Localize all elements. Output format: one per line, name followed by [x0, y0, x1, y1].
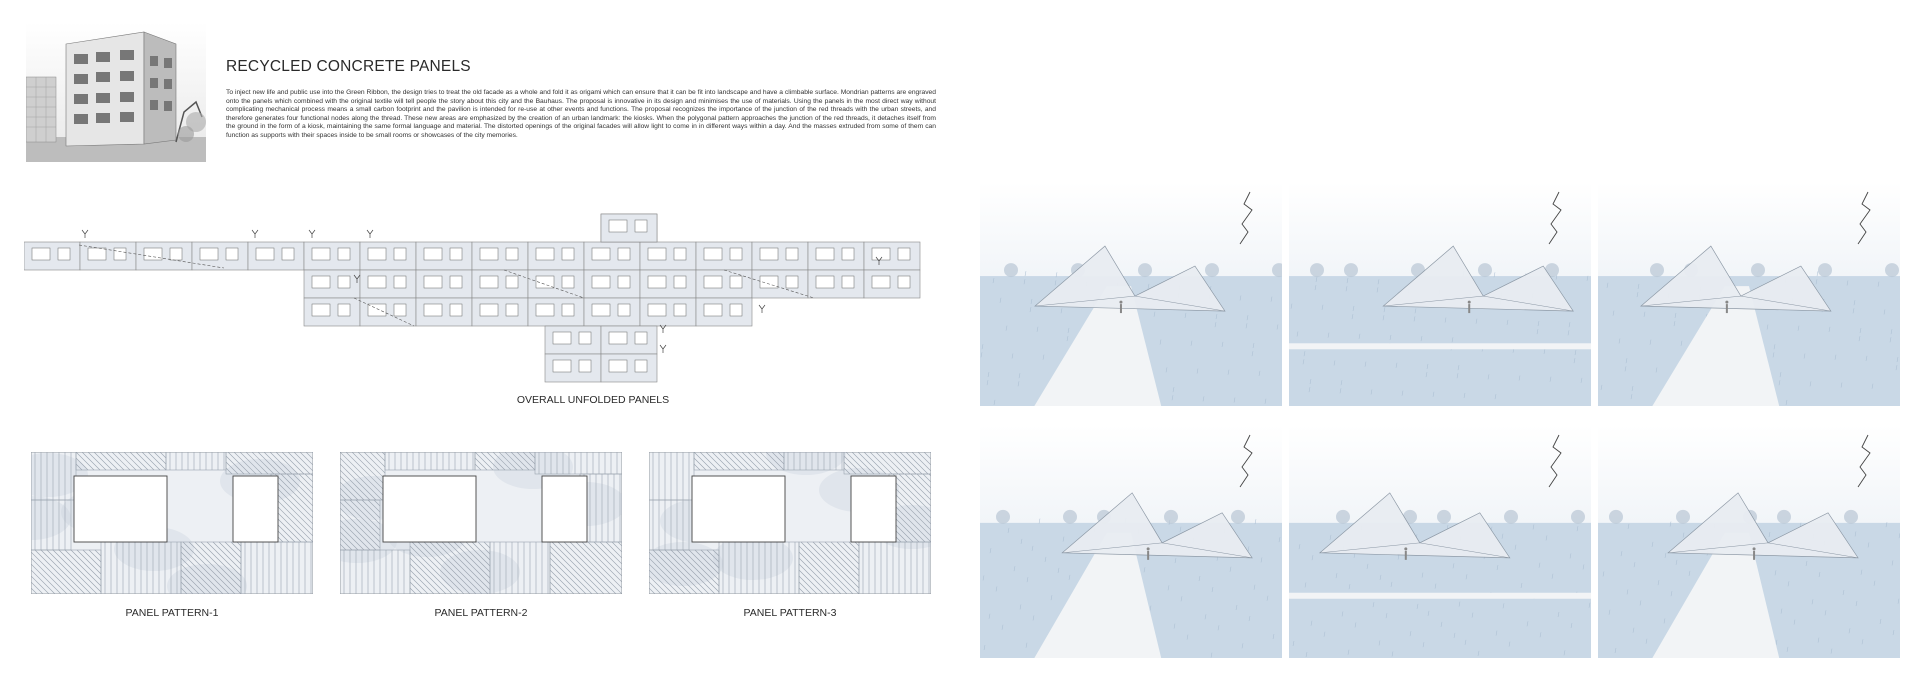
panel-pattern-3-label: PANEL PATTERN-3 — [743, 607, 837, 619]
render-4 — [980, 425, 1282, 658]
panel-grid — [24, 214, 920, 382]
building-photo — [26, 22, 206, 162]
page-title: RECYCLED CONCRETE PANELS — [226, 58, 471, 75]
render-3 — [1598, 182, 1900, 406]
unfolded-panels-drawing — [24, 205, 936, 395]
panel-pattern-2 — [340, 452, 622, 594]
render-1 — [980, 182, 1282, 406]
panel-pattern-3 — [649, 452, 931, 594]
unfolded-panels-label: OVERALL UNFOLDED PANELS — [516, 394, 670, 406]
render-6 — [1598, 425, 1900, 658]
panel-pattern-1 — [31, 452, 313, 594]
project-description: To inject new life and public use into the Green Ribbon, the design tries to treat the old facade as a whole and fold it as origami which can ensure that it can be fit into landscape and have a climbable surface. Mondrian patterns are engraved onto the panels which combined with the original textile will tell people the story about this city and the Bauhaus. The proposal is innovative in its design and minimises the use of materials. Using the panels in the most direct way without complicating mechanical process means a small carbon footprint and the pavilion is intended for re-use at other events and functions. The proposal recognizes the importance of the junction of the red threads with the urban streets, and therefore generates four functional nodes along the thread. These new areas are emphasized by the creation of an urban landmark: the kiosks. When the polygonal pattern approaches the junction of the red threads, it detaches itself from the ground in the form of a kiosk, maintaining the same formal language and material. The distorted openings of the original facades will allow light to come in in different ways within a day. And the masses extruded from some of them can function as supports with their spaces inside to be small rooms or showcases of the city memories. — [226, 89, 936, 139]
panel-pattern-1-label: PANEL PATTERN-1 — [125, 607, 219, 619]
panel-pattern-2-label: PANEL PATTERN-2 — [434, 607, 528, 619]
render-2 — [1289, 182, 1591, 406]
render-5 — [1289, 425, 1591, 658]
